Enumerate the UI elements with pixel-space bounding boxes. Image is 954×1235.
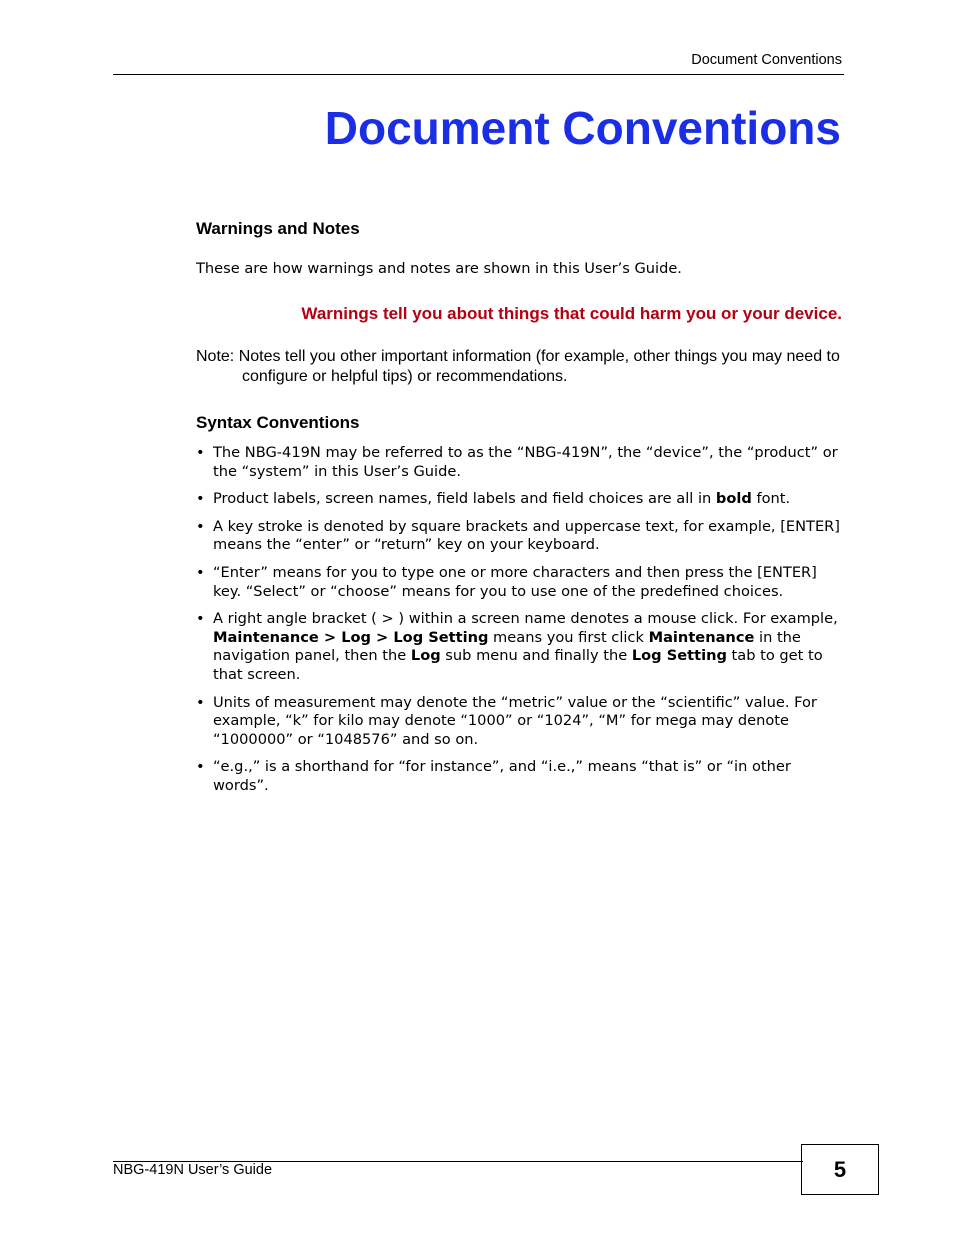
bold-term: Maintenance: [648, 628, 755, 646]
item-text: in the navigation panel, then the: [213, 628, 801, 665]
warnings-intro: These are how warnings and notes are shown in this User’s Guide.: [196, 260, 682, 277]
bullet-marker: •: [196, 490, 205, 508]
bold-term: bold: [715, 490, 752, 508]
bullet-marker: •: [196, 610, 205, 628]
bullet-marker: •: [196, 563, 205, 581]
syntax-list-item: [196, 518, 846, 555]
item-text: Product labels, screen names, field labels and field choices are all in: [213, 490, 716, 508]
bullet-marker: •: [196, 693, 205, 711]
page-title: Document Conventions: [324, 102, 841, 154]
item-text: sub menu and finally the: [440, 647, 632, 665]
warning-text: Warnings tell you about things that could harm you or your device.: [301, 304, 842, 323]
bullet-marker: •: [196, 444, 205, 461]
page-number: 5: [801, 1144, 879, 1195]
item-text: A right angle bracket ( > ) within a screen name denotes a mouse click. For example,: [213, 610, 838, 628]
item-text: The NBG-419N may be referred to as the “NBG-419N”, the “device”, the “product” or the “system” in this User’s Guide.: [213, 444, 838, 480]
item-text: A key stroke is denoted by square brackets and uppercase text, for example, [ENTER] means the “enter” or “return” key on your keyboard.: [213, 517, 841, 554]
bold-term: Log Setting: [631, 647, 727, 665]
bold-term: Maintenance > Log > Log Setting: [213, 628, 489, 646]
syntax-list-item: [196, 694, 846, 750]
item-text: “e.g.,” is a shorthand for “for instance”, and “i.e.,” means “that is” or “in other words”.: [213, 758, 791, 794]
footer-guide-name: NBG-419N User’s Guide: [113, 1162, 273, 1178]
item-text: Units of measurement may denote the “metric” value or the “scientific” value. For example, “k” for kilo may denote “1000” or “1024”, “M” for mega may denote “1000000” or “1048576” and so on.: [213, 693, 817, 748]
item-text: font.: [751, 490, 791, 508]
syntax-list-item: [196, 564, 846, 601]
syntax-list-item: [196, 758, 846, 795]
syntax-list-item: [196, 490, 846, 509]
header-divider: [113, 74, 844, 75]
syntax-list: [196, 444, 846, 805]
syntax-heading: Syntax Conventions: [196, 413, 360, 432]
running-header: Document Conventions: [691, 52, 842, 68]
item-text: tab to get to that screen.: [213, 647, 823, 683]
bold-term: Log: [410, 647, 441, 665]
note-text: Note: Notes tell you other important information (for example, other things you may need to configure or helpful tips) or recommendations.: [196, 348, 840, 385]
bullet-marker: •: [196, 517, 205, 535]
syntax-list-item: [196, 610, 846, 684]
warnings-heading: Warnings and Notes: [196, 219, 360, 238]
syntax-list-item: [196, 444, 846, 481]
item-text: means you first click: [488, 628, 649, 646]
bullet-marker: •: [196, 758, 205, 776]
item-text: “Enter” means for you to type one or more characters and then press the [ENTER] key. “Select” or “choose” means for you to use one of the predefined choices.: [213, 563, 817, 600]
